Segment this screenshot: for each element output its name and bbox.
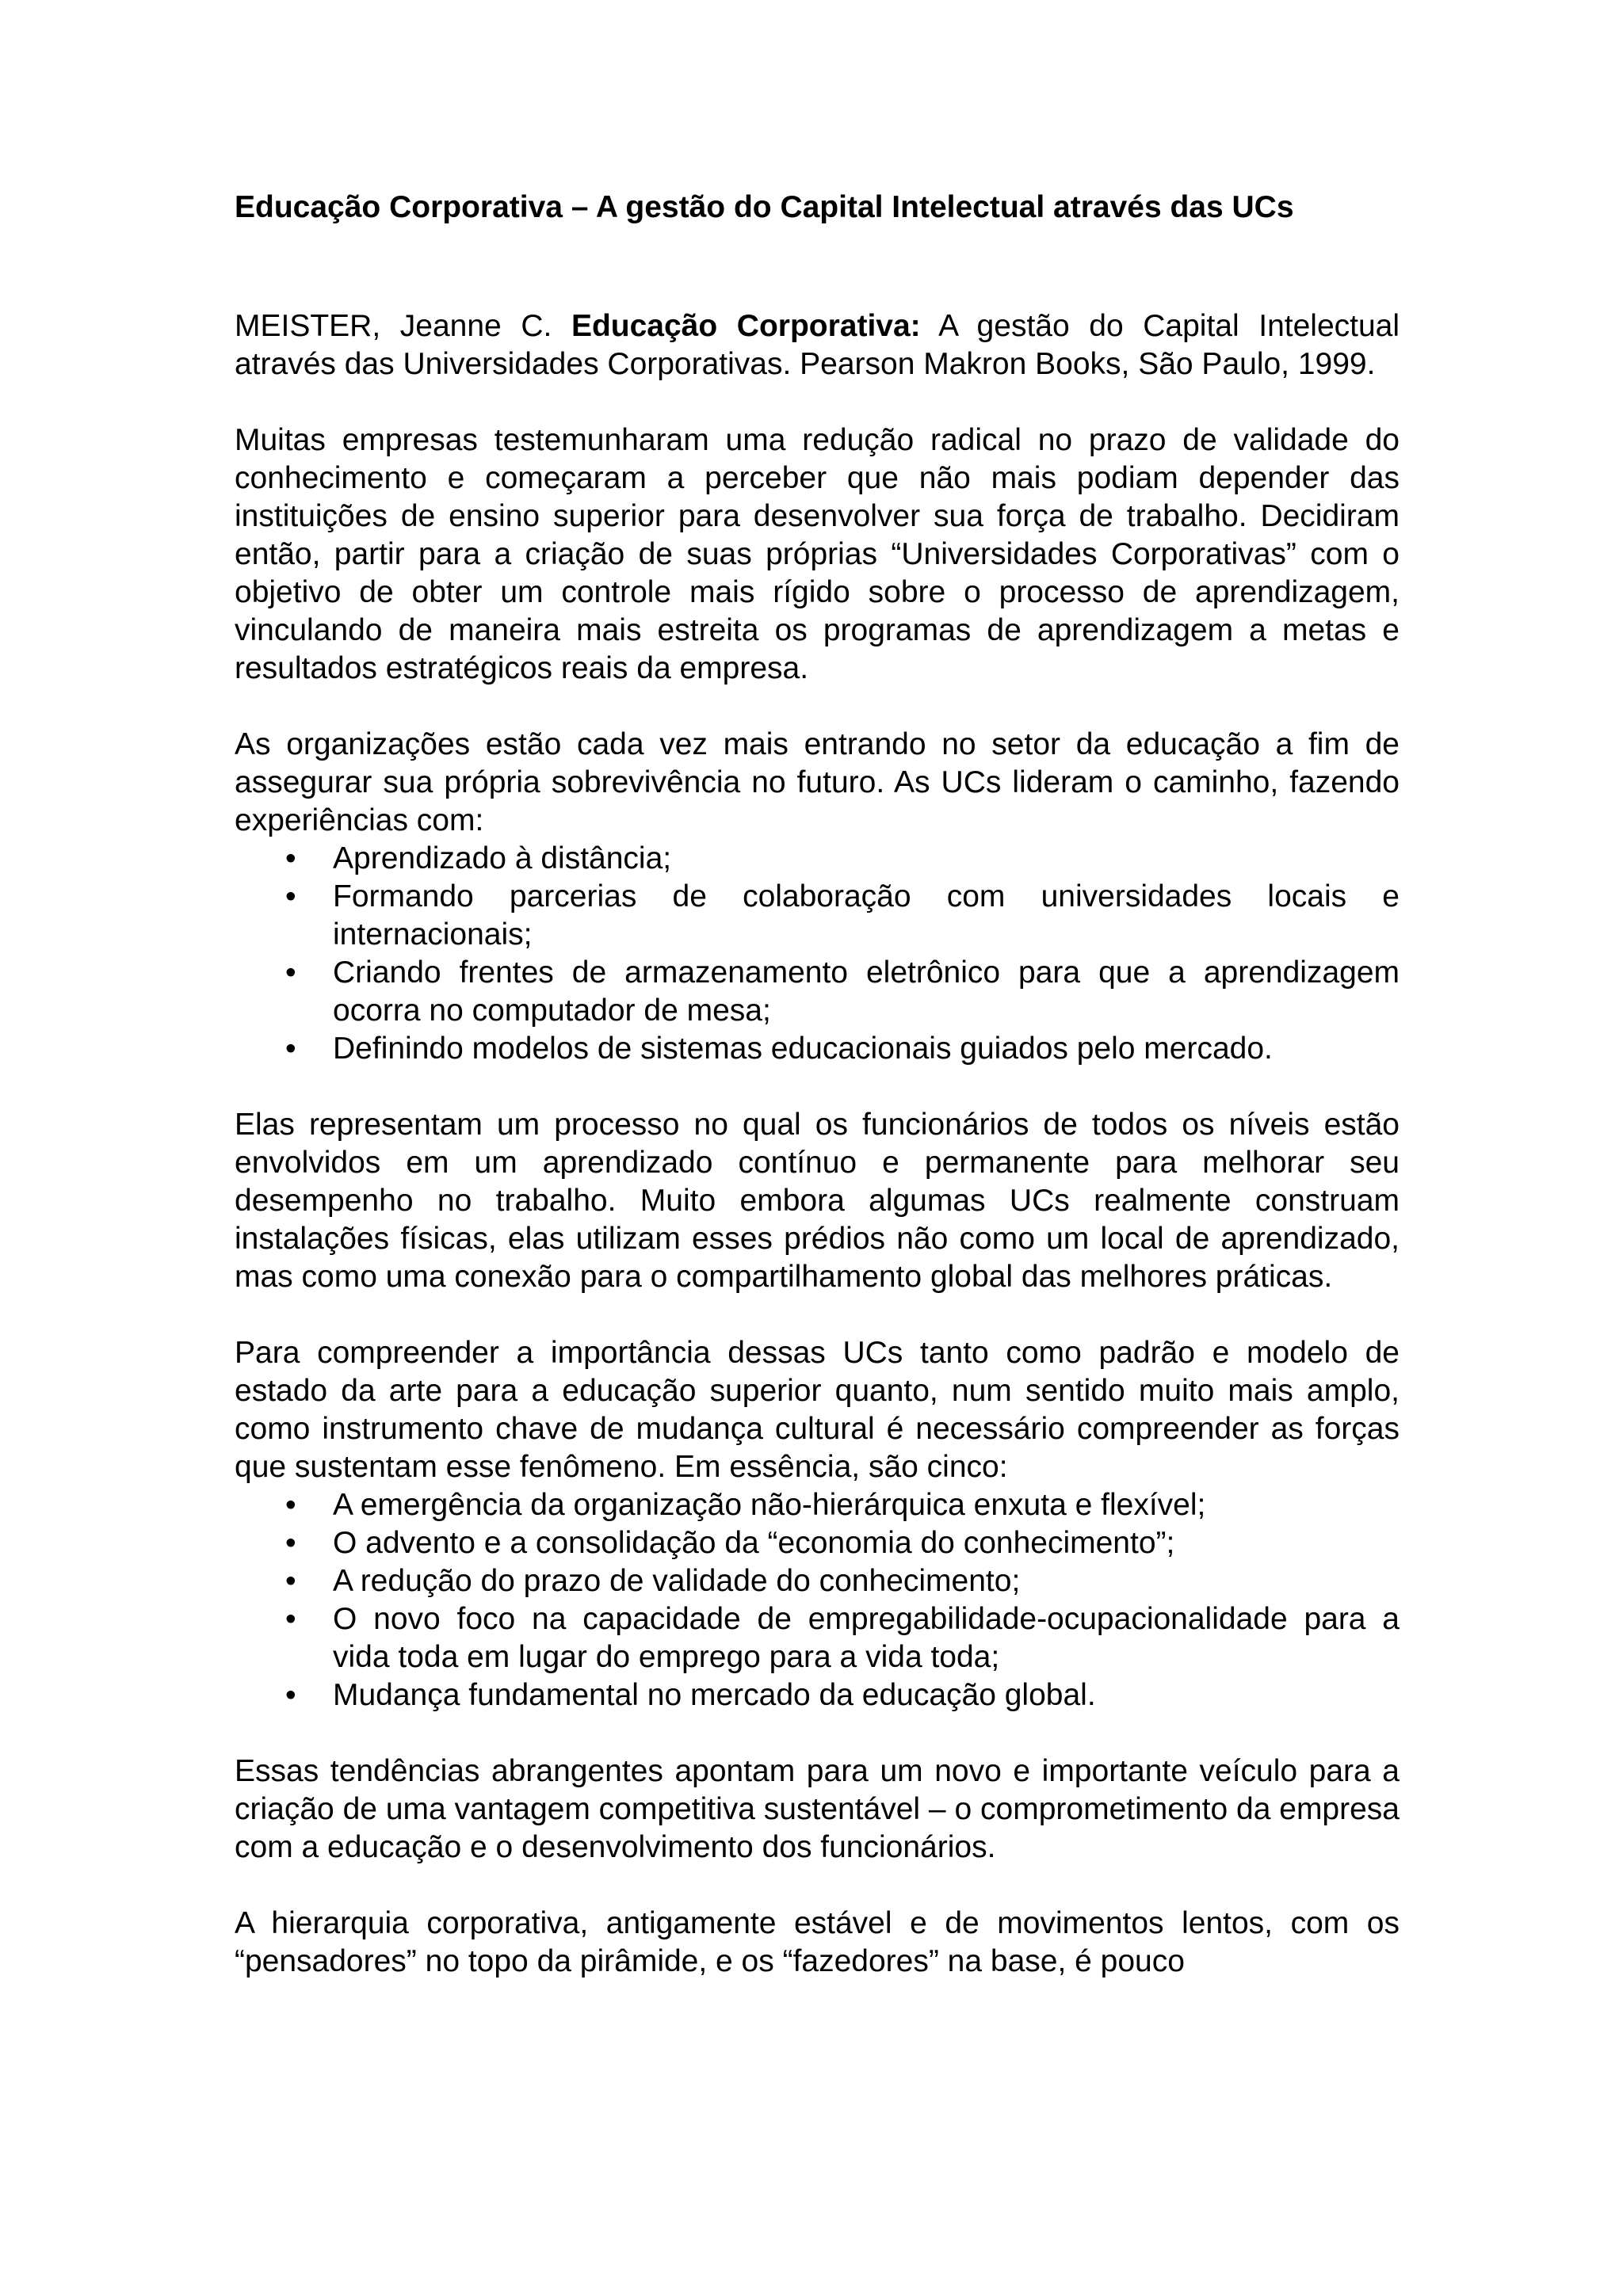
bullet-icon: • [285, 955, 296, 990]
document-title: Educação Corporativa – A gestão do Capital Intelectual através das UCs [235, 190, 1294, 224]
paragraph-3: Elas representam um processo no qual os funcionários de todos os níveis estão envolvidos em um aprendizado contínuo e permanente para melhorar seu desempenho no trabalho. Muito embora algumas UCs realmente construam instalações físicas, elas utilizam esses prédios não como um local de aprendizado, mas como uma conexão para o compartilhamento global das melhores práticas. [235, 1108, 1400, 1294]
list-item [235, 1030, 1400, 1068]
list-item-text: Definindo modelos de sistemas educacionais guiados pelo mercado. [333, 1032, 1273, 1066]
paragraph-2: As organizações estão cada vez mais entrando no setor da educação a fim de assegurar sua própria sobrevivência no futuro. As UCs lideram o caminho, fazendo experiências com: [235, 727, 1400, 837]
reference-details: A gestão do Capital Intelectual através das Universidades Corporativas. Pearson Makron Books, São Paulo, 1999. [235, 309, 1400, 381]
bullet-icon: • [285, 1564, 296, 1598]
forces-list [235, 1486, 1400, 1714]
paragraph-4: Para compreender a importância dessas UCs tanto como padrão e modelo de estado da arte para a educação superior quanto, num sentido muito mais amplo, como instrumento chave de mudança cultural é necessário compreender as forças que sustentam esse fenômeno. Em essência, são cinco: [235, 1336, 1400, 1484]
reference-author: MEISTER, Jeanne C. [235, 309, 571, 343]
list-item-text: A redução do prazo de validade do conhecimento; [333, 1564, 1021, 1598]
list-item [235, 1486, 1400, 1524]
list-item [235, 954, 1400, 1030]
experiences-list [235, 840, 1400, 1068]
list-item-text: A emergência da organização não-hierárquica enxuta e flexível; [333, 1488, 1206, 1522]
bullet-icon: • [285, 1488, 296, 1522]
bullet-icon: • [285, 879, 296, 913]
list-item [235, 1524, 1400, 1562]
bullet-icon: • [285, 1032, 296, 1066]
document-page [235, 189, 1400, 1981]
list-item [235, 1676, 1400, 1714]
list-item-text: O novo foco na capacidade de empregabilidade-ocupacionalidade para a vida toda em lugar do emprego para a vida toda; [333, 1602, 1400, 1674]
bullet-icon: • [285, 841, 296, 875]
bullet-icon: • [285, 1526, 296, 1560]
reference-book-title: Educação Corporativa: [571, 309, 921, 343]
list-item-text: Mudança fundamental no mercado da educação global. [333, 1678, 1096, 1712]
list-item-text: O advento e a consolidação da “economia do conhecimento”; [333, 1526, 1175, 1560]
bibliographic-reference [235, 307, 1400, 383]
list-item-text: Criando frentes de armazenamento eletrônico para que a aprendizagem ocorra no computador de mesa; [333, 955, 1400, 1028]
bullet-icon: • [285, 1678, 296, 1712]
list-item [235, 1562, 1400, 1600]
bullet-icon: • [285, 1602, 296, 1636]
paragraph-5: Essas tendências abrangentes apontam para um novo e importante veículo para a criação de uma vantagem competitiva sustentável – o comprometimento da empresa com a educação e o desenvolvimento dos funcionários. [235, 1754, 1400, 1864]
paragraph-6: A hierarquia corporativa, antigamente estável e de movimentos lentos, com os “pensadores” no topo da pirâmide, e os “fazedores” na base, é pouco [235, 1906, 1400, 1978]
list-item [235, 878, 1400, 954]
paragraph-1: Muitas empresas testemunharam uma redução radical no prazo de validade do conhecimento e começaram a perceber que não mais podiam depender das instituições de ensino superior para desenvolver sua força de trabalho. Decidiram então, partir para a criação de suas próprias “Universidades Corporativas” com o objetivo de obter um controle mais rígido sobre o processo de aprendizagem, vinculando de maneira mais estreita os programas de aprendizagem a metas e resultados estratégicos reais da empresa. [235, 423, 1400, 685]
list-item-text: Aprendizado à distância; [333, 841, 672, 875]
list-item [235, 1600, 1400, 1676]
list-item [235, 840, 1400, 878]
list-item-text: Formando parcerias de colaboração com universidades locais e internacionais; [333, 879, 1400, 952]
